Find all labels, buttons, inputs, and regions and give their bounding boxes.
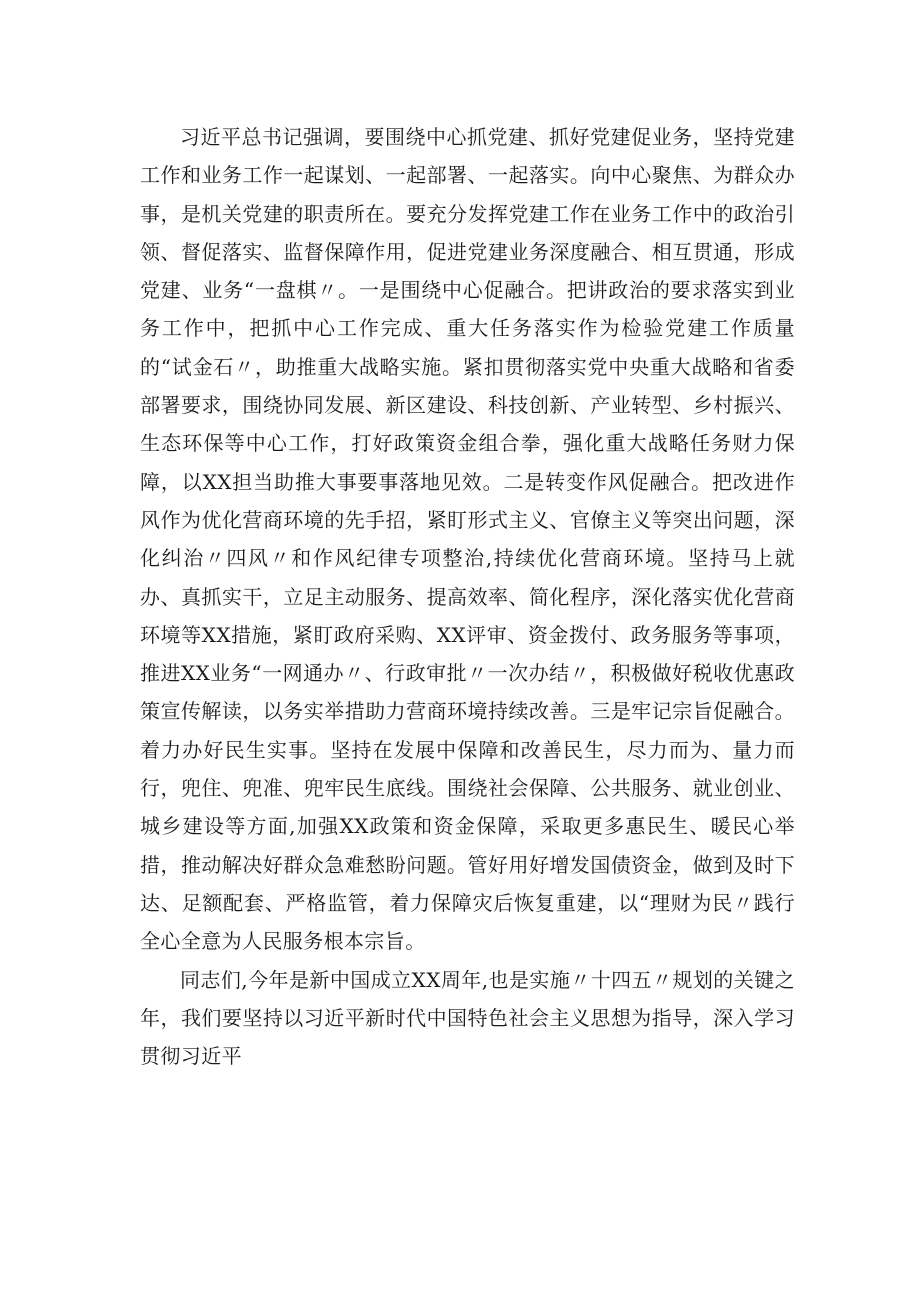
paragraph-1: 习近平总书记强调，要围绕中心抓党建、抓好党建促业务，坚持党建工作和业务工作一起谋划、一起部署、一起落实。向中心聚焦、为群众办事，是机关党建的职责所在。要充分发挥党建工作在业务工作中的政治引领、督促落实、监督保障作用，促进党建业务深度融合、相互贯通，形成党建、业务“一盘棋〃。一是围绕中心促融合。把讲政治的要求落实到业务工作中，把抓中心工作完成、重大任务落实作为检验党建工作质量的“试金石〃，助推重大战略实施。紧扣贯彻落实党中央重大战略和省委部署要求，围绕协同发展、新区建设、科技创新、产业转型、乡村振兴、生态环保等中心工作，打好政策资金组合拳，强化重大战略任务财力保障，以XX担当助推大事要事落地见效。二是转变作风促融合。把改进作风作为优化营商环境的先手招，紧盯形式主义、官僚主义等突出问题，深化纠治〃四风〃和作风纪律专项整治,持续优化营商环境。坚持马上就办、真抓实干，立足主动服务、提高效率、简化程序，深化落实优化营商环境等XX措施，紧盯政府采购、XX评审、资金拨付、政务服务等事项，推进XX业务“一网通办〃、行政审批〃一次办结〃，积极做好税收优惠政策宣传解读，以务实举措助力营商环境持续改善。三是牢记宗旨促融合。着力办好民生实事。坚持在发展中保障和改善民生，尽力而为、量力而行，兜住、兜准、兜牢民生底线。围绕社会保障、公共服务、就业创业、城乡建设等方面,加强XX政策和资金保障，采取更多惠民生、暖民心举措，推动解决好群众急难愁盼问题。管好用好增发国债资金，做到及时下达、足额配套、严格监管，着力保障灾后恢复重建，以“理财为民〃践行全心全意为人民服务根本宗旨。 [140, 125, 795, 954]
paragraph-2: 同志们,今年是新中国成立XX周年,也是实施〃十四五〃规划的关键之年，我们要坚持以习近平新时代中国特色社会主义思想为指导，深入学习贯彻习近平 [140, 967, 795, 1069]
document-body [140, 118, 795, 1075]
